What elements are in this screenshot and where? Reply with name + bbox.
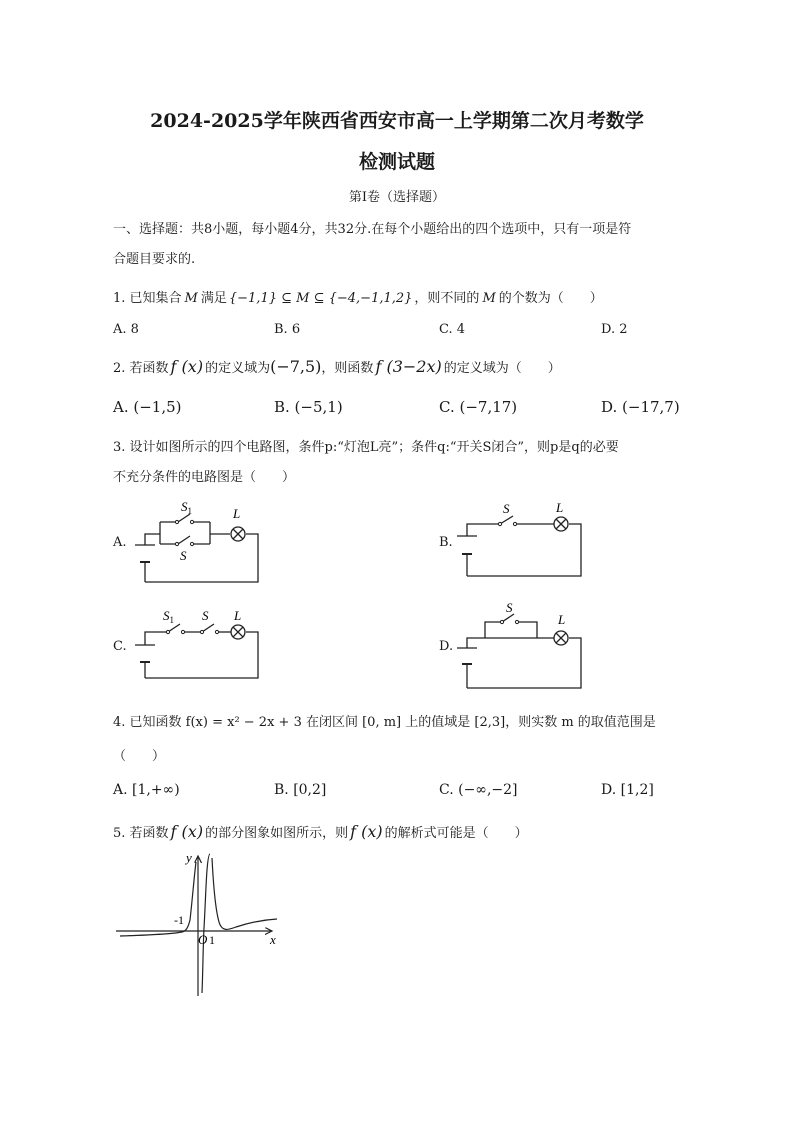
circuit-c-lamp-label: L bbox=[234, 608, 242, 623]
q2-option-a: A. (−1,5) bbox=[113, 398, 182, 416]
q5-y-axis-label: y bbox=[186, 850, 192, 865]
q4-option-b: B. [0,2] bbox=[274, 782, 327, 798]
circuit-c-label: C. bbox=[113, 639, 127, 654]
question-2-stem bbox=[113, 357, 561, 376]
q4-option-c: C. (−∞,−2] bbox=[439, 782, 518, 798]
q2-function-f-composite: f (3−2x) bbox=[375, 357, 442, 376]
q1-var-M2: M bbox=[482, 291, 496, 306]
circuit-b-label: B. bbox=[439, 535, 453, 550]
question-1-stem bbox=[113, 287, 603, 306]
q1-option-c: C. 4 bbox=[439, 322, 466, 337]
q2-option-d: D. (−17,7) bbox=[601, 398, 680, 416]
circuit-a-label: A. bbox=[113, 535, 127, 550]
q2-text-3: ，则函数 bbox=[321, 361, 374, 376]
q5-function-f-2: f (x) bbox=[350, 822, 383, 841]
q5-origin-label: O bbox=[198, 932, 208, 947]
q5-tick-neg1: -1 bbox=[174, 913, 184, 927]
circuit-d-label: D. bbox=[439, 639, 454, 654]
circuit-c-switch-s-label: S bbox=[202, 608, 209, 623]
q2-option-b: B. (−5,1) bbox=[274, 398, 343, 416]
q1-set-expression: {−1,1} ⊆ M ⊆ {−4,−1,1,2} bbox=[228, 291, 413, 306]
circuit-a-lamp-label: L bbox=[233, 506, 241, 521]
q1-text-2: 满足 bbox=[200, 291, 227, 306]
q1-text-1: 1. 已知集合 bbox=[113, 291, 182, 306]
q5-curve-left-upper bbox=[120, 862, 196, 936]
question-4-stem-line2: （ ） bbox=[113, 749, 166, 764]
q1-var-M: M bbox=[184, 291, 198, 306]
circuit-c-diagram bbox=[130, 604, 270, 684]
q5-curve-middle bbox=[202, 854, 210, 993]
q5-x-axis-label: x bbox=[270, 932, 276, 947]
circuit-a-diagram bbox=[130, 500, 270, 590]
q5-function-graph bbox=[112, 848, 287, 998]
circuit-a-switch-s-label: S bbox=[180, 548, 187, 563]
document-title-line2: 检测试题 bbox=[358, 151, 435, 173]
q4-option-d: D. [1,2] bbox=[601, 782, 654, 798]
q5-tick-1: 1 bbox=[209, 933, 215, 947]
section-instruction-line2: 合题目要求的. bbox=[113, 252, 196, 267]
question-3-stem-line1: 3. 设计如图所示的四个电路图，条件p:“灯泡L亮”；条件q:“开关S闭合”，则p是q的必要 bbox=[113, 440, 619, 455]
q5-text-1: 5. 若函数 bbox=[113, 826, 169, 841]
q2-text-1: 2. 若函数 bbox=[113, 361, 169, 376]
document-title-line1: 2024-2025学年陕西省西安市高一上学期第二次月考数学 bbox=[150, 110, 644, 132]
q1-option-b: B. 6 bbox=[274, 322, 301, 337]
question-4-stem-line1: 4. 已知函数 f(x) = x² − 2x + 3 在闭区间 [0, m] 上的值域是 [2,3]，则实数 m 的取值范围是 bbox=[113, 715, 656, 730]
circuit-d-lamp-label: L bbox=[558, 612, 566, 627]
q2-option-c: C. (−7,17) bbox=[439, 398, 518, 416]
q1-text-4: 的个数为（ ） bbox=[498, 291, 603, 306]
circuit-d-switch-s-label: S bbox=[506, 600, 513, 615]
circuit-b-lamp-label: L bbox=[556, 500, 564, 515]
circuit-a-switch-s1-label: $S_1$ bbox=[181, 499, 192, 516]
q4-option-a: A. [1,+∞) bbox=[113, 782, 180, 798]
q1-option-a: A. 8 bbox=[113, 322, 139, 337]
q2-domain: (−7,5) bbox=[270, 357, 322, 376]
q5-text-2: 的部分图象如图所示，则 bbox=[205, 826, 349, 841]
q2-text-4: 的定义域为（ ） bbox=[443, 361, 561, 376]
q5-text-3: 的解析式可能是（ ） bbox=[384, 826, 528, 841]
q1-option-d: D. 2 bbox=[601, 322, 628, 337]
circuit-c-switch-s1-label: $S_1$ bbox=[163, 608, 174, 625]
part-heading: 第I卷（选择题） bbox=[348, 190, 446, 205]
q2-text-2: 的定义域为 bbox=[205, 361, 271, 376]
q2-function-f: f (x) bbox=[170, 357, 204, 376]
q5-curve-right bbox=[212, 858, 277, 929]
question-5-stem bbox=[113, 822, 528, 841]
circuit-b-switch-s-label: S bbox=[503, 501, 510, 516]
q5-function-f: f (x) bbox=[170, 822, 204, 841]
circuit-d-diagram bbox=[455, 600, 590, 692]
question-3-stem-line2: 不充分条件的电路图是（ ） bbox=[113, 470, 296, 485]
section-instruction-line1: 一、选择题：共8小题，每小题4分，共32分.在每个小题给出的四个选项中，只有一项是符 bbox=[113, 222, 632, 237]
circuit-b-diagram bbox=[455, 500, 590, 580]
q1-text-3: ，则不同的 bbox=[414, 291, 480, 306]
